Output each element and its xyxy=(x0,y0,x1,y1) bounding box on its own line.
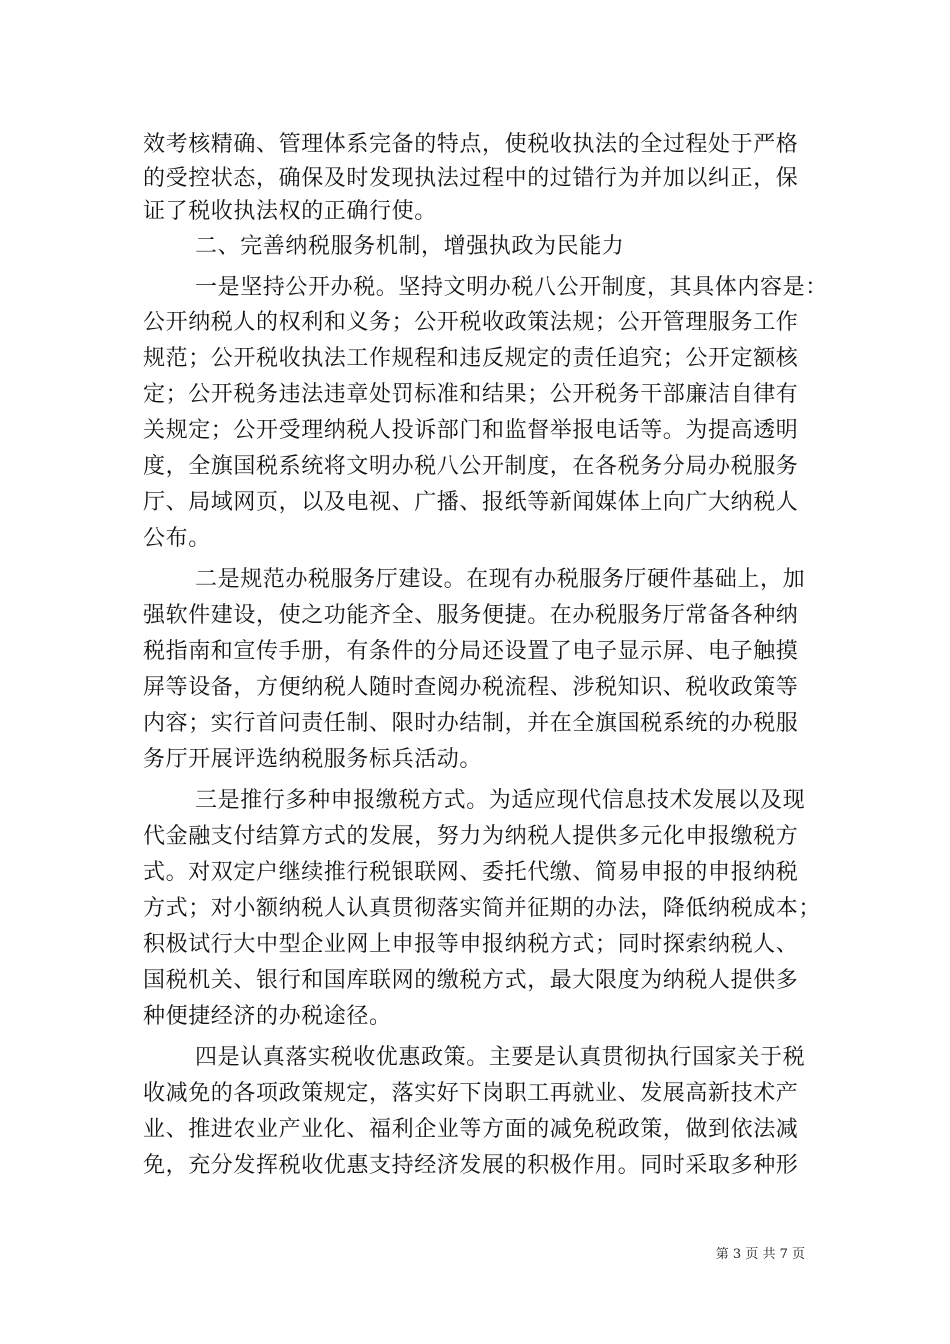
section-heading: 二、完善纳税服务机制，增强执政为民能力 xyxy=(195,234,625,259)
text-line: 效考核精确、管理体系完备的特点，使税收执法的全过程处于严格 xyxy=(143,132,799,157)
text-line: 种便捷经济的办税途径。 xyxy=(143,1004,392,1029)
text-line: 收减免的各项政策规定，落实好下岗职工再就业、发展高新技术产 xyxy=(143,1081,799,1106)
text-line: 厅、局域网页，以及电视、广播、报纸等新闻媒体上向广大纳税人 xyxy=(143,490,799,515)
text-line: 度，全旗国税系统将文明办税八公开制度，在各税务分局办税服务 xyxy=(143,454,799,479)
text-line: 三是推行多种申报缴税方式。为适应现代信息技术发展以及现 xyxy=(195,788,806,813)
text-line: 式。对双定户继续推行税银联网、委托代缴、简易申报的申报纳税 xyxy=(143,860,799,885)
text-line: 业、推进农业产业化、福利企业等方面的减免税政策，做到依法减 xyxy=(143,1117,799,1142)
text-line: 公开纳税人的权利和义务；公开税收政策法规；公开管理服务工作 xyxy=(143,310,799,335)
text-line: 证了税收执法权的正确行使。 xyxy=(143,199,437,224)
text-line: 关规定；公开受理纳税人投诉部门和监督举报电话等。为提高透明 xyxy=(143,418,799,443)
text-line: 内容；实行首问责任制、限时办结制，并在全旗国税系统的办税服 xyxy=(143,711,799,736)
text-line: 方式；对小额纳税人认真贯彻落实简并征期的办法，降低纳税成本； xyxy=(143,896,822,921)
text-line: 屏等设备，方便纳税人随时查阅办税流程、涉税知识、税收政策等 xyxy=(143,675,799,700)
text-line: 积极试行大中型企业网上申报等申报纳税方式；同时探索纳税人、 xyxy=(143,932,799,957)
text-line: 免，充分发挥税收优惠支持经济发展的积极作用。同时采取多种形 xyxy=(143,1153,799,1178)
text-line: 一是坚持公开办税。坚持文明办税八公开制度，其具体内容是： xyxy=(195,275,828,300)
text-line: 国税机关、银行和国库联网的缴税方式，最大限度为纳税人提供多 xyxy=(143,968,799,993)
text-line: 规范；公开税收执法工作规程和违反规定的责任追究；公开定额核 xyxy=(143,346,799,371)
text-line: 务厅开展评选纳税服务标兵活动。 xyxy=(143,747,483,772)
text-line: 的受控状态，确保及时发现执法过程中的过错行为并加以纠正，保 xyxy=(143,166,799,191)
text-line: 四是认真落实税收优惠政策。主要是认真贯彻执行国家关于税 xyxy=(195,1045,806,1070)
text-line: 定；公开税务违法违章处罚标准和结果；公开税务干部廉洁自律有 xyxy=(143,382,799,407)
text-line: 公布。 xyxy=(143,526,211,551)
text-line: 税指南和宣传手册，有条件的分局还设置了电子显示屏、电子触摸 xyxy=(143,639,799,664)
text-line: 强软件建设，使之功能齐全、服务便捷。在办税服务厅常备各种纳 xyxy=(143,603,799,628)
page-number: 第 3 页 共 7 页 xyxy=(715,1247,805,1262)
text-line: 二是规范办税服务厅建设。在现有办税服务厅硬件基础上，加 xyxy=(195,567,806,592)
text-line: 代金融支付结算方式的发展，努力为纳税人提供多元化申报缴税方 xyxy=(143,824,799,849)
